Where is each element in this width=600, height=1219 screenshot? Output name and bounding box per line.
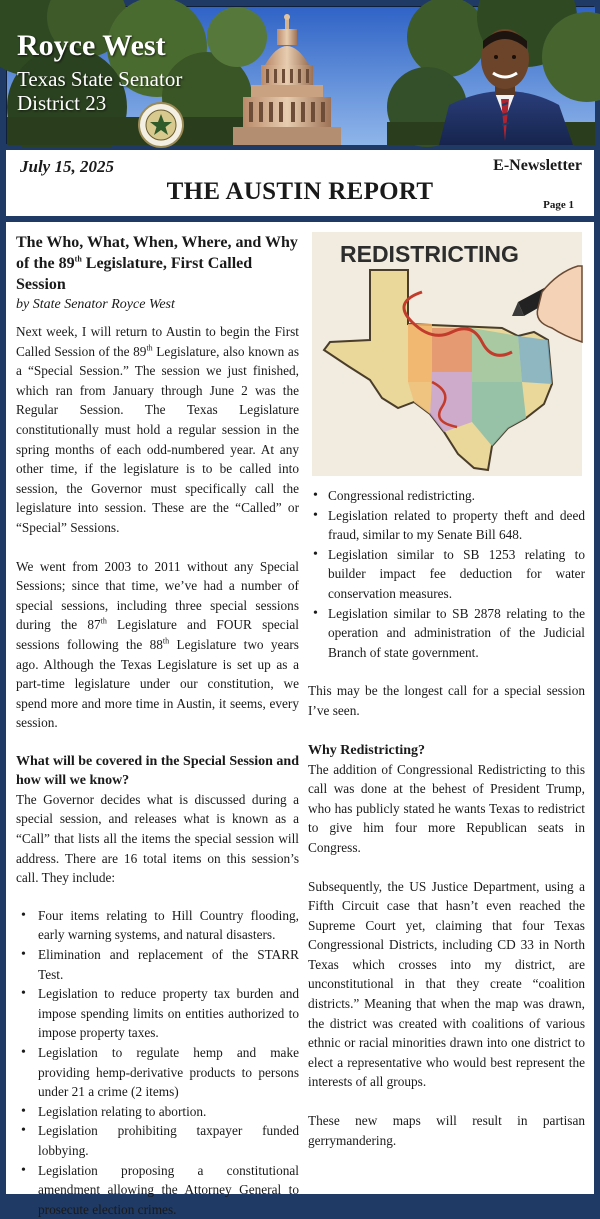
- call-items-list-left: [16, 906, 299, 1219]
- right-column: [308, 232, 585, 1150]
- newsletter-title: THE AUSTIN REPORT: [166, 178, 434, 205]
- why-paragraph: The addition of Congressional Redistricting to this call was done at the behest of President Trump, who has publicly stated he wants Texas to redistrict to give him four more Republican seats in Congress.: [308, 761, 585, 855]
- intro-paragraph: Next week, I will return to Austin to begin the First Called Session of the 89th Legislature, also known as a “Special Session.” The session we just finished, which ran from January through June 2 was the Regular Session. The Texas Legislature constitutionally must hold a regular session in the spring months of each odd-numbered year. At any other time, if the legislature is to be called into session, the Governor must specifically call the legislature into session. These are the “Called” or “Special” Sessions.: [16, 324, 299, 535]
- list-item: • Legislation related to property theft and deed fraud, similar to my Senate Bill 648.: [308, 506, 585, 545]
- masthead: [6, 148, 594, 216]
- issue-date: July 15, 2025: [20, 157, 114, 176]
- list-item: • Legislation to regulate hemp and make providing hemp-derivative products to persons under 21 a crime (2 items): [16, 1043, 299, 1102]
- senator-district: District 23: [17, 91, 107, 115]
- list-item: • Legislation proposing a constitutional amendment allowing the Attorney General to prosecute election crimes.: [16, 1161, 299, 1219]
- list-item: • Legislation to reduce property tax burden and impose spending limits on entities authorized to impose property taxes.: [16, 984, 299, 1043]
- list-item: • Elimination and replacement of the STARR Test.: [16, 945, 299, 984]
- covered-paragraph: The Governor decides what is discussed during a special session, and releases what is known as a “Call” that lists all the items the special session will address. There are 16 total items on this session’s call. They include:: [16, 791, 299, 886]
- list-item: • Legislation relating to abortion.: [16, 1102, 299, 1122]
- list-item: • Four items relating to Hill Country flooding, early warning systems, and natural disasters.: [16, 906, 299, 945]
- list-item: • Legislation similar to SB 2878 relating to the operation and administration of the Judicial Branch of state government.: [308, 604, 585, 663]
- covered-heading: What will be covered in the Special Session and how will we know?: [16, 753, 299, 788]
- senator-title: Texas State Senator: [17, 67, 183, 91]
- header-banner: [6, 6, 594, 144]
- redistricting-illustration: [312, 232, 582, 476]
- list-item: • Congressional redistricting.: [308, 486, 585, 506]
- article-title: The Who, What, When, Where, and Why of the 89th Legislature, First Called Session: [16, 234, 298, 293]
- byline: by State Senator Royce West: [16, 297, 175, 312]
- doj-paragraph: Subsequently, the US Justice Department, using a Fifth Circuit case that hasn’t even reached the Supreme Court yet, claiming that four Texas Congressional Districts, including CD 33 in North Texas which crosses into my district, are unconstitutional in that they create “coalition districts.” Meaning that when the map was drawn, the district was created with coalitions of various ethnic or racial minorities drawn into one district to elect a representative who would best represent the interests of all groups.: [308, 878, 585, 1090]
- image-title: REDISTRICTING: [340, 241, 519, 267]
- why-heading: Why Redistricting?: [308, 742, 426, 758]
- page-number: Page 1: [543, 199, 574, 211]
- senate-seal-icon: [137, 101, 185, 149]
- texas-map-image: [312, 232, 582, 476]
- content-area: [6, 222, 594, 1217]
- senator-name: Royce West: [17, 29, 166, 62]
- call-items-list-right: [308, 486, 585, 662]
- longest-call-paragraph: This may be the longest call for a special session I’ve seen.: [308, 683, 585, 718]
- newsletter-type: E-Newsletter: [493, 157, 582, 174]
- maps-paragraph: These new maps will result in partisan gerrymandering.: [308, 1113, 585, 1148]
- history-paragraph: We went from 2003 to 2011 without any Special Sessions; since that time, we’ve had a number of special sessions, including three special sessions during the 87th Legislature and FOUR special sessions following the 88th Legislature two years ago. Although the Texas Legislature is set up as a part-time legislature under our constitution, we spend more and more time in Austin, it seems, every session.: [16, 558, 299, 731]
- list-item: • Legislation prohibiting taxpayer funded lobbying.: [16, 1121, 299, 1160]
- left-column: [16, 232, 299, 1219]
- list-item: • Legislation similar to SB 1253 relating to builder impact fee deduction for water conservation measures.: [308, 545, 585, 604]
